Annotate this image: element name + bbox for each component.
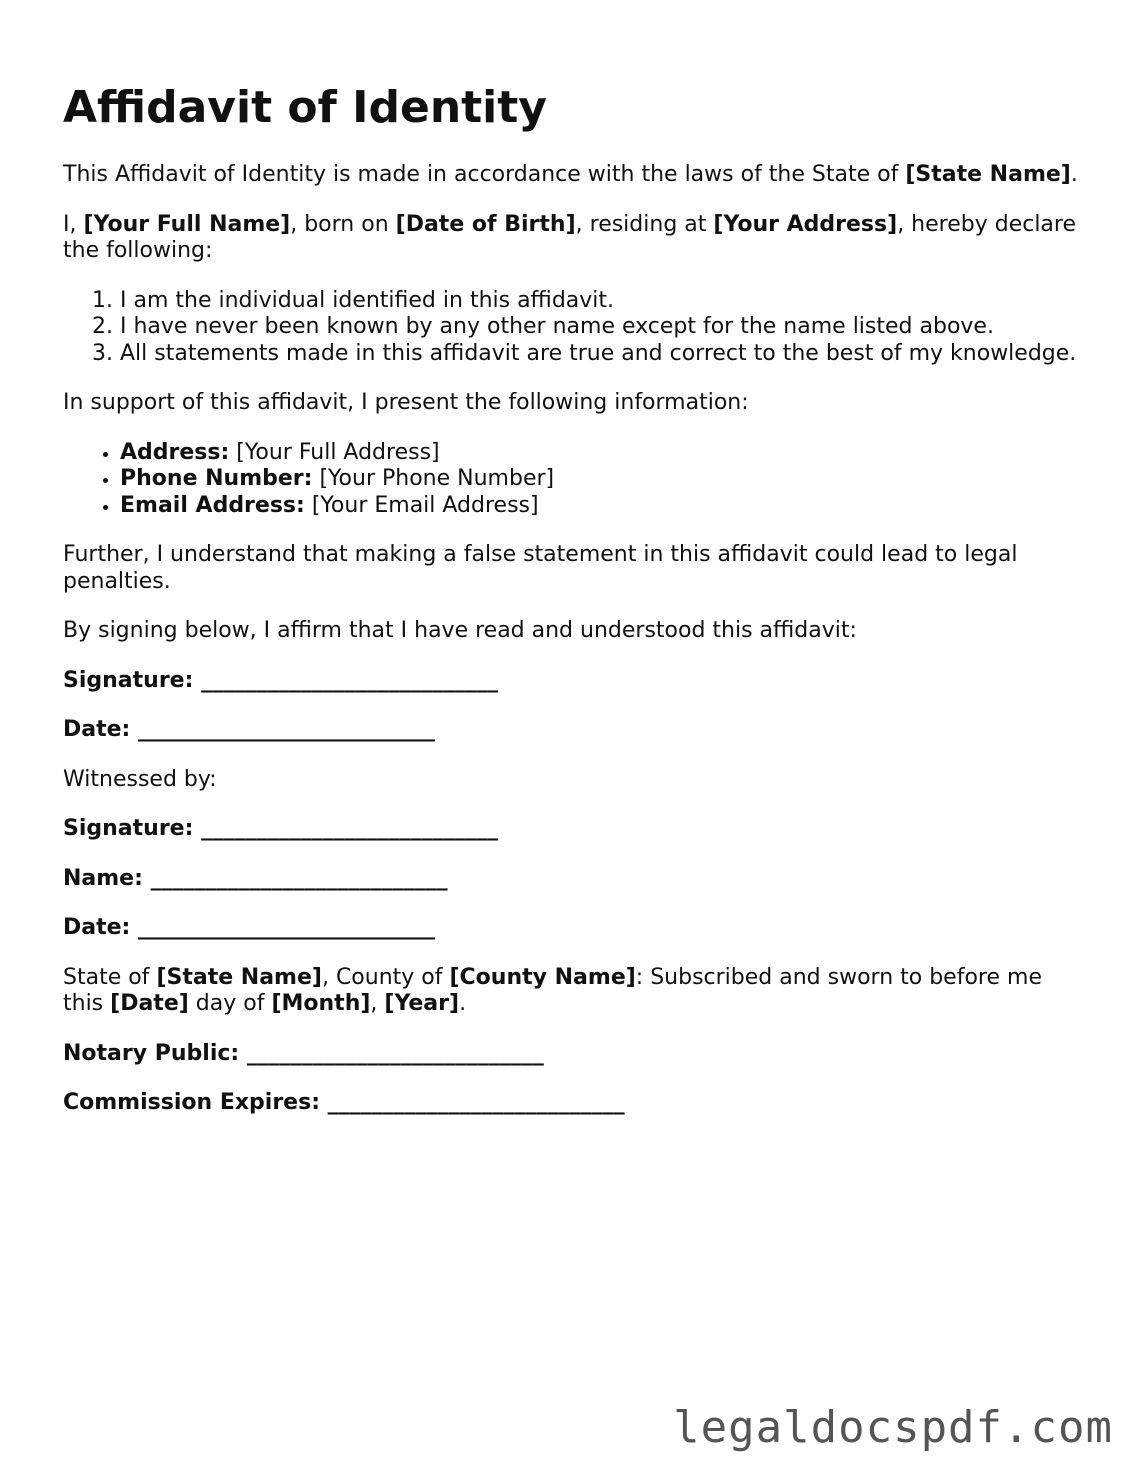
field-label: Signature: <box>63 816 194 841</box>
full-name-placeholder: [Your Full Name] <box>83 211 291 237</box>
field-label: Signature: <box>63 667 194 693</box>
info-value: [Your Email Address] <box>304 492 539 518</box>
declaration-text-2: , born on <box>290 211 396 237</box>
blank-line: ___________________________ <box>138 915 436 940</box>
blank-line: ___________________________ <box>201 667 499 693</box>
witnessed-by-label: Witnessed by: <box>63 766 217 792</box>
jurat-state-placeholder: [State Name] <box>156 964 322 990</box>
document-title: Affidavit of Identity <box>63 82 547 133</box>
field-label: Date: <box>63 915 131 940</box>
jurat-date-placeholder: [Date] <box>110 991 189 1016</box>
jurat-text-3: : Subscribed and sworn to before me this <box>63 964 1042 1016</box>
field-label: Date: <box>63 717 131 742</box>
info-list <box>63 440 1083 520</box>
jurat-county-placeholder: [County Name] <box>449 964 636 990</box>
jurat-text-4: day of <box>188 991 272 1016</box>
blank-line: ___________________________ <box>150 865 448 891</box>
intro-suffix: . <box>1070 162 1078 187</box>
blank-line: ___________________________ <box>201 816 499 841</box>
statement-item: 2. I have never been known by any other name except for the name listed above. <box>120 314 1083 341</box>
witness-signature-line <box>63 816 1083 843</box>
field-label: Commission Expires: <box>63 1090 320 1115</box>
info-value: [Your Phone Number] <box>312 466 555 491</box>
blank-line: ___________________________ <box>327 1090 625 1115</box>
jurat-paragraph <box>63 965 1083 1018</box>
date-of-birth-placeholder: [Date of Birth] <box>395 211 576 237</box>
info-value: [Your Full Address] <box>229 439 440 465</box>
address-placeholder: [Your Address] <box>713 211 898 237</box>
declaration-text-3: , residing at <box>575 211 714 237</box>
affiant-date-line <box>63 717 1083 744</box>
declaration-paragraph <box>63 212 1083 265</box>
commission-expires-line <box>63 1090 1083 1117</box>
penalty-paragraph: Further, I understand that making a false statement in this affidavit could lead to legal penalties. <box>63 542 1018 594</box>
info-item-phone <box>120 466 1083 493</box>
info-label: Email Address: <box>120 492 305 518</box>
blank-line: ___________________________ <box>246 1040 544 1066</box>
jurat-text-6: . <box>459 991 467 1016</box>
info-label: Phone Number: <box>120 466 313 491</box>
statement-item: 1. I am the individual identified in this affidavit. <box>120 288 1083 315</box>
jurat-text-5: , <box>370 991 385 1016</box>
statements-list <box>63 288 1083 368</box>
declaration-text-4: , hereby declare the following: <box>63 211 1077 263</box>
statement-item: 3. All statements made in this affidavit are true and correct to the best of my knowledge. <box>120 341 1083 368</box>
info-label: Address: <box>120 439 230 465</box>
jurat-text-1: State of <box>63 964 157 990</box>
document-page <box>63 80 1083 1140</box>
info-item-email <box>120 493 1083 520</box>
jurat-text-2: , County of <box>321 964 450 990</box>
witness-date-line <box>63 915 1083 942</box>
blank-line: ___________________________ <box>138 717 436 742</box>
jurat-month-placeholder: [Month] <box>271 991 371 1016</box>
field-label: Notary Public: <box>63 1040 240 1066</box>
affiant-signature-line <box>63 668 1083 695</box>
support-intro: In support of this affidavit, I present the following information: <box>63 390 749 415</box>
field-label: Name: <box>63 865 143 891</box>
affirm-paragraph: By signing below, I affirm that I have read and understood this affidavit: <box>63 618 857 643</box>
declaration-text-1: I, <box>63 211 84 237</box>
intro-state-placeholder: [State Name] <box>905 162 1071 187</box>
info-item-address <box>120 440 1083 467</box>
notary-public-line <box>63 1041 1083 1068</box>
jurat-year-placeholder: [Year] <box>384 991 460 1016</box>
intro-paragraph <box>63 162 1083 189</box>
watermark-text: legaldocspdf.com <box>673 1402 1113 1453</box>
witness-name-line <box>63 866 1083 893</box>
intro-text: This Affidavit of Identity is made in accordance with the laws of the State of <box>63 162 906 187</box>
